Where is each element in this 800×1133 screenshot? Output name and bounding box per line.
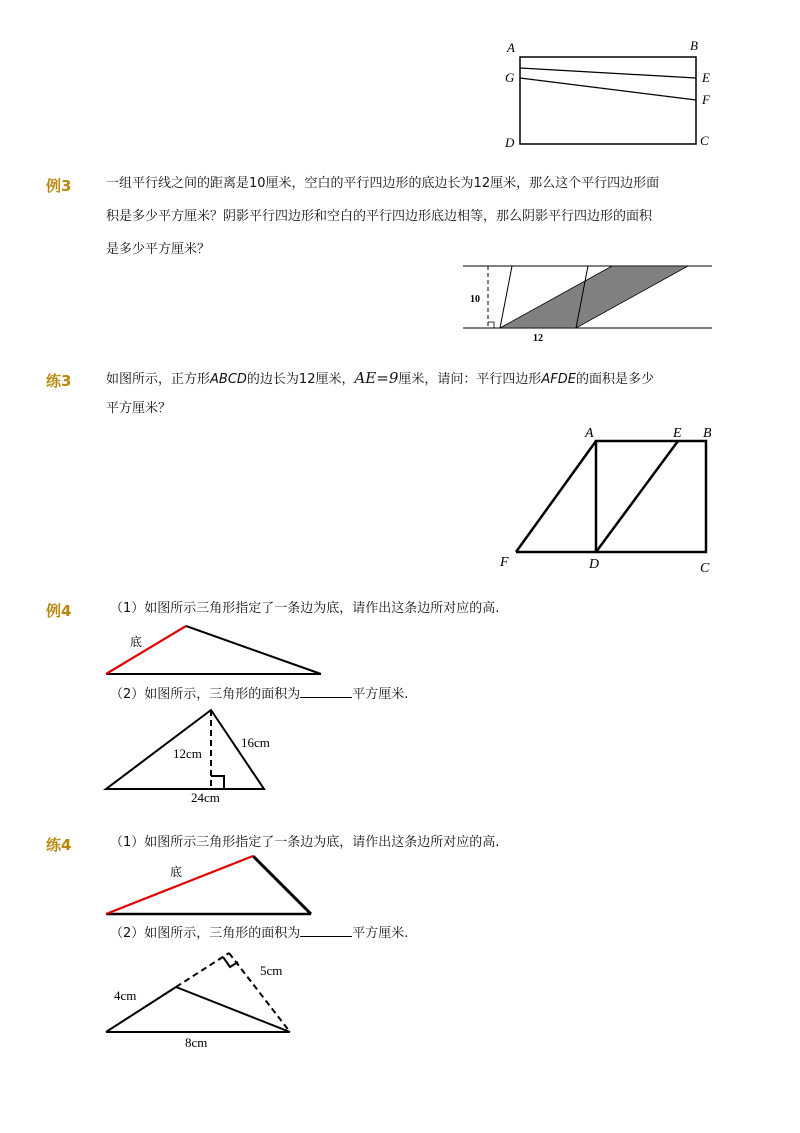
label-C: C [700, 133, 709, 148]
example-4-q2-unit: 平方厘米. [352, 687, 409, 702]
example-4-q1: （1）如图所示三角形指定了一条边为底，请作出这条边所对应的高. [110, 601, 500, 616]
practice-4-q1: （1）如图所示三角形指定了一条边为底，请作出这条边所对应的高. [110, 835, 500, 850]
label-D: D [505, 135, 515, 150]
base-mark-2: 底 [170, 865, 183, 879]
label-B: B [690, 38, 698, 53]
example-3-label: 例3 [46, 177, 72, 195]
label-E: E [702, 70, 710, 85]
practice-3-text-a: 如图所示，正方形 [106, 372, 211, 387]
base-label: 12 [533, 333, 543, 344]
height-label: 10 [470, 294, 480, 305]
fig-label-A: A [585, 426, 594, 441]
fig-label-F: F [500, 555, 509, 570]
square-name: ABCD [210, 372, 247, 387]
side-5cm: 5cm [260, 963, 283, 978]
fig-label-E: E [673, 426, 682, 441]
ae-length: AE=9 [354, 369, 399, 387]
label-G: G [505, 70, 515, 85]
height-12cm: 12cm [173, 746, 202, 761]
base-8cm: 8cm [185, 1035, 208, 1050]
fig-label-C: C [700, 561, 710, 576]
practice-3-label: 练3 [46, 372, 72, 390]
fig-label-D: D [589, 557, 600, 572]
example-4-q2-text: （2）如图所示，三角形的面积为 [110, 687, 301, 702]
practice-3-text-c: 的边长为12厘米， [246, 372, 355, 387]
practice-3-text-g: 的面积是多少 [576, 372, 655, 387]
base-24cm: 24cm [191, 790, 220, 805]
example-3-line3: 是多少平方厘米？ [106, 242, 211, 257]
side-16cm: 16cm [241, 735, 270, 750]
side-4cm: 4cm [114, 988, 137, 1003]
example-4-label: 例4 [46, 602, 72, 620]
parallelogram-name: AFDE [541, 372, 576, 387]
practice-3-line2: 平方厘米？ [106, 401, 172, 416]
practice-4-q2-text: （2）如图所示，三角形的面积为 [110, 926, 301, 941]
practice-4-q2-unit: 平方厘米. [352, 926, 409, 941]
practice-3-text-e: 厘米，请问：平行四边形 [398, 372, 542, 387]
base-mark: 底 [130, 635, 143, 649]
example-3-line1: 一组平行线之间的距离是10厘米，空白的平行四边形的底边长为12厘米，那么这个平行四边形面 [106, 176, 660, 191]
practice-4-label: 练4 [46, 836, 72, 854]
example-3-line2: 积是多少平方厘米？阴影平行四边形和空白的平行四边形底边相等，那么阴影平行四边形的面积 [106, 209, 653, 224]
label-A: A [507, 40, 515, 55]
fig-label-B: B [703, 426, 712, 441]
label-F: F [702, 92, 710, 107]
